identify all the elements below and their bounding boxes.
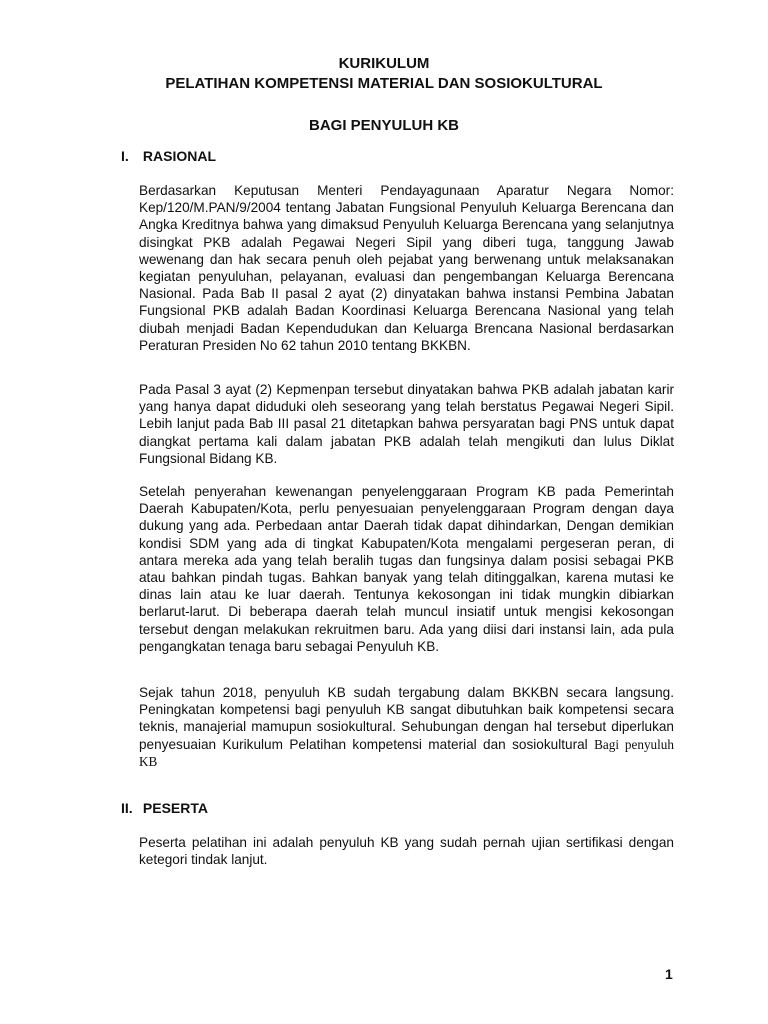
- paragraph-peserta-1: Peserta pelatihan ini adalah penyuluh KB yang sudah pernah ujian sertifikasi dengan ketegori tindak lanjut.: [139, 835, 674, 868]
- section-title: PESERTA: [142, 800, 208, 816]
- section-number: I.: [121, 148, 129, 164]
- paragraph-rasional-4-text: Sejak tahun 2018, penyuluh KB sudah tergabung dalam BKKBN secara langsung. Peningkatan kompetensi bagi penyuluh KB sangat dibutuhkan baik kompetensi secara teknis, manajerial mamupun sosiokultural. Sehubungan dengan hal tersebut diperlukan penyesuaian Kurikulum Pelatihan kompetensi material dan sosiokultural: [139, 685, 674, 752]
- section-title: RASIONAL: [142, 148, 217, 164]
- paragraph-rasional-4-tail: Bagi penyuluh KB: [139, 736, 674, 769]
- paragraph-rasional-3: Setelah penyerahan kewenangan penyelenggaraan Program KB pada Pemerintah Daerah Kabupaten/Kota, perlu penyesuaian penyelenggaraan Program dengan daya dukung yang ada. Perbedaan antar Daerah tidak dapat dihindarkan, Dengan demikian kondisi SDM yang ada di tingkat Kabupaten/Kota mengalami pergeseran peran, di antara mereka ada yang telah beralih tugas dan fungsinya dalam posisi sebagai PKB atau bahkan pindah tugas. Bahkan banyak yang telah ditinggalkan, karena mutasi ke dinas lain atau ke luar daerah. Tentunya kekosongan ini tidak mungkin dibiarkan berlarut-larut. Di beberapa daerah telah muncul insiatif untuk mengisi kekosongan tersebut dengan melakukan rekruitmen baru. Ada yang diisi dari instansi lain, ada pula pengangkatan tenaga baru sebagai Penyuluh KB.: [139, 484, 674, 654]
- title-line-2: PELATIHAN KOMPETENSI MATERIAL DAN SOSIOKULTURAL: [165, 75, 603, 92]
- section-heading-peserta: [121, 800, 208, 816]
- title-line-3: BAGI PENYULUH KB: [308, 117, 459, 134]
- document-title: [0, 54, 768, 136]
- paragraph-rasional-4: [139, 684, 674, 770]
- paragraph-rasional-1: Berdasarkan Keputusan Menteri Pendayagunaan Aparatur Negara Nomor: Kep/120/M.PAN/9/2004 tentang Jabatan Fungsional Penyuluh Keluarga Berencana dan Angka Kreditnya bahwa yang dimaksud Penyuluh Keluarga Berencana yang selanjutnya disingkat PKB adalah Pegawai Negeri Sipil yang diberi tuga, tanggung Jawab wewenang dan hak secara penuh oleh pejabat yang berwenang untuk melaksanakan kegiatan penyuluhan, pelayanan, evaluasi dan pengembangan Keluarga Berencana Nasional. Pada Bab II pasal 2 ayat (2) dinyatakan bahwa instansi Pembina Jabatan Fungsional PKB adalah Badan Koordinasi Keluarga Berencana Nasional yang telah diubah menjadi Badan Kependudukan dan Keluarga Brencana Nasional berdasarkan Peraturan Presiden No 62 tahun 2010 tentang BKKBN.: [139, 183, 674, 353]
- section-heading-rasional: [121, 148, 216, 164]
- title-line-1: KURIKULUM: [338, 55, 430, 72]
- section-number: II.: [121, 800, 133, 816]
- paragraph-rasional-2: Pada Pasal 3 ayat (2) Kepmenpan tersebut dinyatakan bahwa PKB adalah jabatan karir yang hanya dapat diduduki oleh seseorang yang telah berstatus Pegawai Negeri Sipil. Lebih lanjut pada Bab III pasal 21 ditetapkan bahwa persyaratan bagi PNS untuk dapat diangkat pertama kali dalam jabatan PKB adalah telah mengikuti dan lulus Diklat Fungsional Bidang KB.: [139, 382, 674, 466]
- page-number: 1: [665, 966, 673, 982]
